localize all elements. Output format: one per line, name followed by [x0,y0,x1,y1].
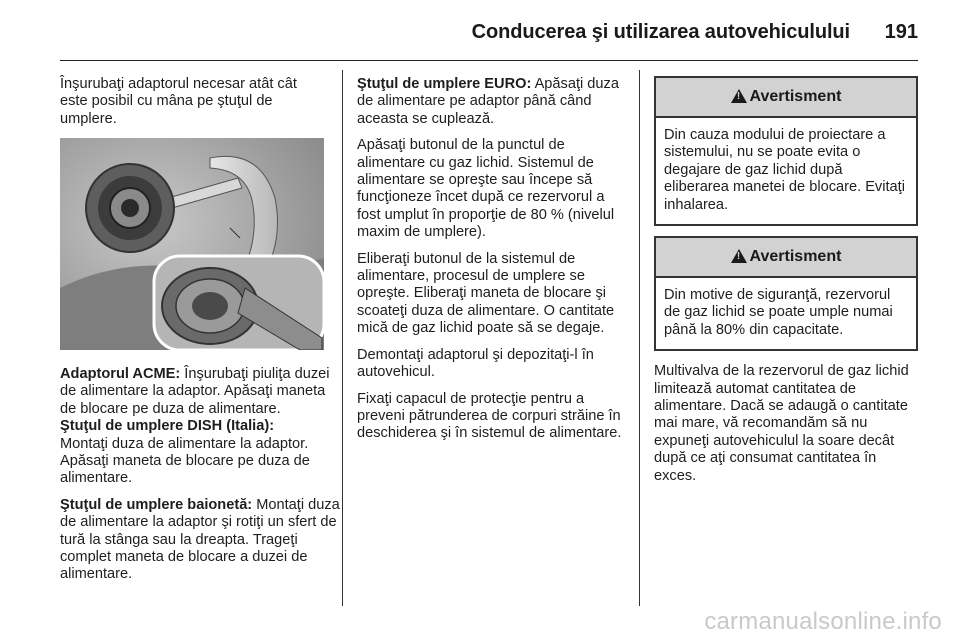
euro-label: Ştuţul de umplere EURO: [357,76,532,92]
column-1 [60,76,328,137]
protective-cap-paragraph: Fixaţi capacul de protecţie pentru a preveni pătrunderea de corpuri străine în deschiderea şi în sistemul de alimentare. [357,390,622,442]
warning-box-2 [654,236,918,351]
intro-paragraph: Înşurubaţi adaptorul necesar atât cât este posibil cu mâna pe ştuţul de umplere. [60,76,297,127]
warning-triangle-icon: ! [731,89,747,103]
bayonet-paragraph [60,497,342,584]
remove-adapter-paragraph: Demontaţi adaptorul şi depozitaţi-l în autovehicul. [357,346,594,381]
euro-paragraph [357,76,625,128]
watermark: carmanualsonline.info [704,608,942,635]
warning-title: Avertisment [749,88,842,106]
dish-paragraph [60,418,342,488]
page-number: 191 [884,21,918,43]
warning-title: Avertisment [749,248,842,266]
warning-triangle-icon: ! [731,249,747,263]
bayonet-text: Montaţi duza de alimentare la adaptor şi rotiţi un sfert de tură la stânga sau la dreapta. Trageţi complet maneta de blocare a duzei de alimentare. [60,496,340,583]
column-divider-2 [639,70,640,606]
bayonet-label: Ştuţul de umplere baionetă: [60,496,253,513]
acme-text: Înşurubaţi piuliţa duzei de alimentare la adaptor. Apăsaţi maneta de blocare pe duza de alimentare. [60,366,330,417]
button-paragraph: Apăsaţi butonul de la punctul de alimentare cu gaz lichid. Sistemul de alimentare se opreşte sau începe să funcţioneze încet după ce rezervorul a fost umplut în proporţie de 80 % (nivelul maxim de umplere). [357,137,615,241]
dish-label: Ştuţul de umplere DISH (Italia): [60,418,275,435]
adapter-drawing [60,138,324,350]
euro-text: Apăsaţi duza de alimentare pe adaptor până când aceasta se cuplează. [357,76,619,127]
warning-text: Din cauza modului de proiectare a sistemului, nu se poate evita o degajare de gaz lichid după eliberarea manetei de blocare. Evitaţi inhalarea. [664,127,905,213]
release-paragraph: Eliberaţi butonul de la sistemul de alimentare, procesul de umplere se opreşte. Eliberaţi maneta de blocare şi scoateţi duza de alimentare. O cantitate mică de gaz lichid poate să se degaje. [357,250,615,337]
fuel-filler-adapter-illustration [60,138,324,350]
warning-box-1 [654,76,918,226]
column-1-lower [60,366,342,593]
acme-paragraph [60,366,342,418]
page-header [60,0,918,61]
page-title: Conducerea şi utilizarea autovehiculului [471,21,850,43]
column-2 [357,76,625,452]
column-divider-1 [342,70,343,606]
warning-text: Din motive de siguranţă, rezervorul de gaz lichid se poate umple numai până la 80% din capacitate. [664,287,893,338]
dish-text: Montaţi duza de alimentare la adaptor. Apăsaţi maneta de blocare pe duza de alimentare. [60,435,310,487]
warning-header [656,78,916,118]
acme-label: Adaptorul ACME: [60,366,181,382]
multivalve-paragraph: Multivalva de la rezervorul de gaz lichid limitează automat cantitatea de alimentare. Dacă se adaugă o cantitate mai mare, vă recomandăm să nu expuneţi autovehiculul la soare decât după ce aţi consumat cantitatea în exces. [654,363,909,484]
column-3 [654,76,918,494]
warning-header [656,238,916,278]
